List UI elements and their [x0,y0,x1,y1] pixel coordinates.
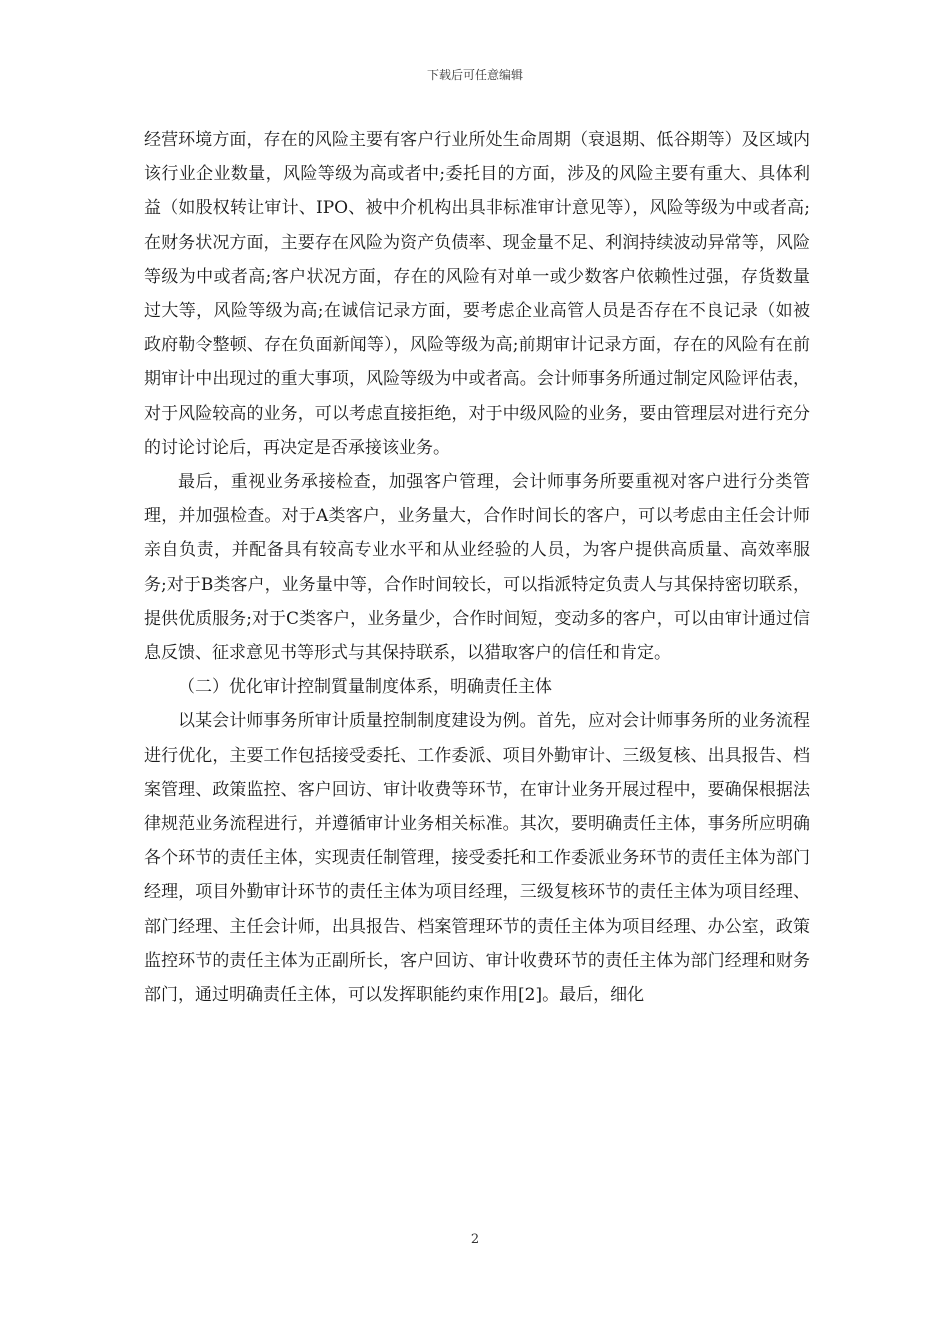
document-body [144,123,810,1012]
paragraph-quality-control: 以某会计师事务所审计质量控制制度建设为例。首先，应对会计师事务所的业务流程进行优化，主要工作包括接受委托、工作委派、项目外勤审计、三级复核、出具报告、档案管理、政策监控、客户回访、审计收费等环节，在审计业务开展过程中，要确保根据法律规范业务流程进行，并遵循审计业务相关标准。其次，要明确责任主体，事务所应明确各个环节的责任主体，实现责任制管理，接受委托和工作委派业务环节的责任主体为部门经理，项目外勤审计环节的责任主体为项目经理，三级复核环节的责任主体为项目经理、部门经理、主任会计师，出具报告、档案管理环节的责任主体为项目经理、办公室，政策监控环节的责任主体为正副所长，客户回访、审计收费环节的责任主体为部门经理和财务部门，通过明确责任主体，可以发挥职能约束作用[2]。最后，细化 [144,711,810,1006]
page-header: 下载后可任意编辑 [426,68,523,82]
paragraph-client-management: 最后，重视业务承接检查，加强客户管理，会计师事务所要重视对客户进行分类管理，并加强检查。对于A类客户，业务量大，合作时间长的客户，可以考虑由主任会计师亲自负责，并配备具有较高专业水平和从业经验的人员，为客户提供高质量、高效率服务;对于B类客户，业务量中等，合作时间较长，可以指派特定负责人与其保持密切联系，提供优质服务;对于C类客户，业务量少，合作时间短，变动多的客户，可以由审计通过信息反馈、征求意见书等形式与其保持联系，以猎取客户的信任和肯定。 [144,472,810,664]
page-number: 2 [470,1232,480,1247]
paragraph-risk-assessment: 经营环境方面，存在的风险主要有客户行业所处生命周期（衰退期、低谷期等）及区域内该行业企业数量，风险等级为高或者中;委托目的方面，涉及的风险主要有重大、具体利益（如股权转让审计、IPO、被中介机构出具非标准审计意见等），风险等级为中或者高;在财务状况方面，主要存在风险为资产负债率、现金量不足、利润持续波动异常等，风险等级为中或者高;客户状况方面，存在的风险有对单一或少数客户依赖性过强，存货数量过大等，风险等级为高;在诚信记录方面，要考虑企业高管人员是否存在不良记录（如被政府勒令整顿、存在负面新闻等），风险等级为高;前期审计记录方面，存在的风险有在前期审计中出现过的重大事项，风险等级为中或者高。会计师事务所通过制定风险评估表，对于风险较高的业务，可以考虑直接拒绝，对于中级风险的业务，要由管理层对进行充分的讨论讨论后，再决定是否承接该业务。 [144,130,810,458]
section-heading: （二）优化审计控制質量制度体系，明确责任主体 [178,677,552,698]
